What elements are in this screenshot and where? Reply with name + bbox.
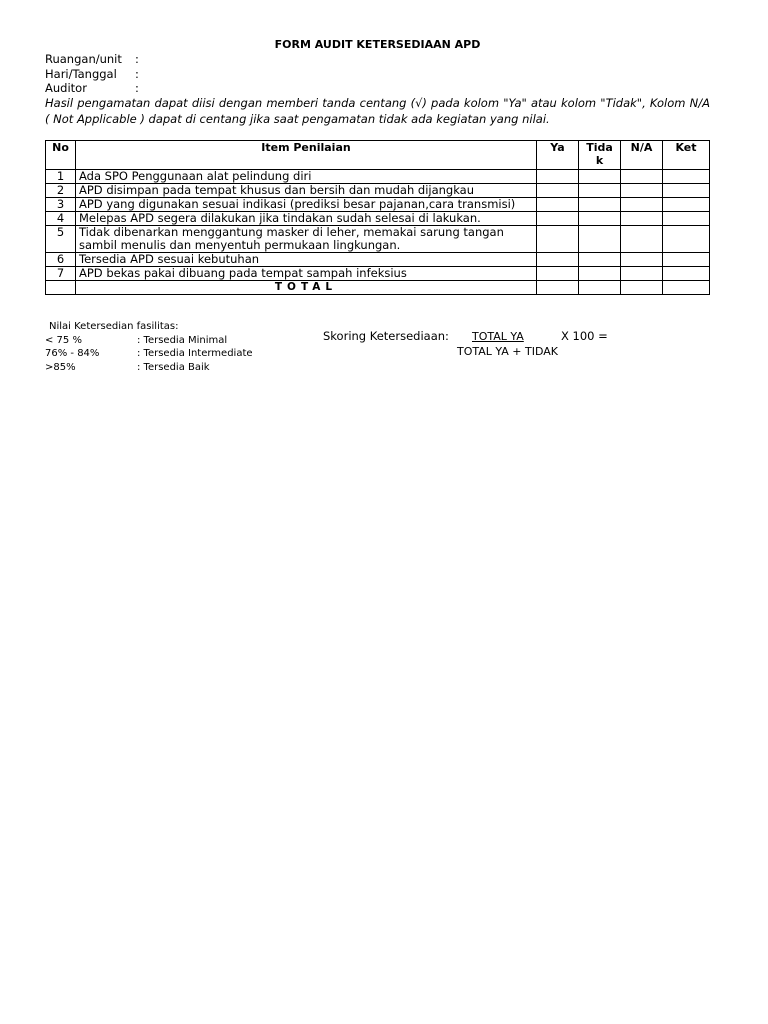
field-ruangan [45,52,139,66]
row-item: APD disimpan pada tempat khusus dan bersih dan mudah dijangkau [76,184,537,198]
cell-tidak[interactable] [579,198,621,212]
header-ya: Ya [537,141,579,170]
table-row [46,226,710,253]
total-tidak[interactable] [579,281,621,295]
total-no-cell [46,281,76,295]
cell-ket[interactable] [663,170,710,184]
row-no: 4 [46,212,76,226]
legend-item [45,347,253,361]
scoring-label: Skoring Ketersediaan: [323,329,449,343]
total-row [46,281,710,295]
total-ya[interactable] [537,281,579,295]
cell-ya[interactable] [537,170,579,184]
cell-ket[interactable] [663,184,710,198]
row-no: 2 [46,184,76,198]
legend-item [45,334,253,348]
row-item: Tidak dibenarkan menggantung masker di leher, memakai sarung tangan sambil menulis dan menyentuh permukaan lingkungan. [76,226,537,253]
table-row [46,184,710,198]
header-no: No [46,141,76,170]
header-ket: Ket [663,141,710,170]
audit-table [45,140,710,295]
row-item: APD bekas pakai dibuang pada tempat sampah infeksius [76,267,537,281]
total-ket[interactable] [663,281,710,295]
scoring-denominator: TOTAL YA + TIDAK [457,345,558,358]
field-label: Ruangan/unit [45,52,122,66]
scoring-numerator: TOTAL YA [472,330,524,343]
legend-desc: : Tersedia Intermediate [137,348,253,359]
legend [45,320,253,374]
cell-ket[interactable] [663,253,710,267]
table-row [46,170,710,184]
cell-ket[interactable] [663,226,710,253]
legend-title: Nilai Ketersedian fasilitas: [49,321,179,332]
field-hari-tanggal [45,67,139,81]
row-no: 7 [46,267,76,281]
table-row [46,198,710,212]
cell-na[interactable] [621,198,663,212]
legend-desc: : Tersedia Minimal [137,334,228,346]
total-na[interactable] [621,281,663,295]
row-no: 6 [46,253,76,267]
cell-na[interactable] [621,267,663,281]
total-label: TOTAL [76,281,537,295]
cell-na[interactable] [621,170,663,184]
legend-item [45,361,253,375]
cell-tidak[interactable] [579,226,621,253]
legend-desc: : Tersedia Baik [137,361,210,373]
field-separator: : [135,67,139,81]
cell-ya[interactable] [537,212,579,226]
row-no: 5 [46,226,76,253]
cell-tidak[interactable] [579,267,621,281]
row-item: APD yang digunakan sesuai indikasi (prediksi besar pajanan,cara transmisi) [76,198,537,212]
field-auditor [45,81,139,95]
cell-ket[interactable] [663,198,710,212]
form-title: FORM AUDIT KETERSEDIAAN APD [274,38,481,51]
field-label: Auditor [45,81,87,95]
legend-range: 76% - 84% [45,348,100,359]
cell-ya[interactable] [537,198,579,212]
cell-ket[interactable] [663,212,710,226]
cell-ya[interactable] [537,267,579,281]
row-item: Tersedia APD sesuai kebutuhan [76,253,537,267]
cell-na[interactable] [621,253,663,267]
cell-tidak[interactable] [579,170,621,184]
header-na: N/A [621,141,663,170]
header-item: Item Penilaian [76,141,537,170]
scoring-multiplier: X 100 = [561,329,608,343]
row-item: Ada SPO Penggunaan alat pelindung diri [76,170,537,184]
table-row [46,212,710,226]
row-item: Melepas APD segera dilakukan jika tindakan sudah selesai di lakukan. [76,212,537,226]
legend-range: >85% [45,361,76,373]
table-row [46,253,710,267]
table-header-row [46,141,710,170]
cell-tidak[interactable] [579,184,621,198]
cell-ya[interactable] [537,184,579,198]
legend-range: < 75 % [45,334,82,346]
header-tidak: Tida k [579,141,621,170]
instruction-text: Hasil pengamatan dapat diisi dengan memberi tanda centang (√) pada kolom "Ya" atau kolom "Tidak", Kolom N/A ( Not Applicable ) dapat di centang jika saat pengamatan tidak ada kegiatan yang nilai. [45,96,710,126]
cell-ket[interactable] [663,267,710,281]
cell-na[interactable] [621,212,663,226]
field-label: Hari/Tanggal [45,67,117,81]
cell-ya[interactable] [537,226,579,253]
cell-na[interactable] [621,184,663,198]
cell-ya[interactable] [537,253,579,267]
cell-tidak[interactable] [579,253,621,267]
row-no: 3 [46,198,76,212]
field-separator: : [135,52,139,66]
cell-na[interactable] [621,226,663,253]
cell-tidak[interactable] [579,212,621,226]
table-row [46,267,710,281]
field-separator: : [135,81,139,95]
row-no: 1 [46,170,76,184]
